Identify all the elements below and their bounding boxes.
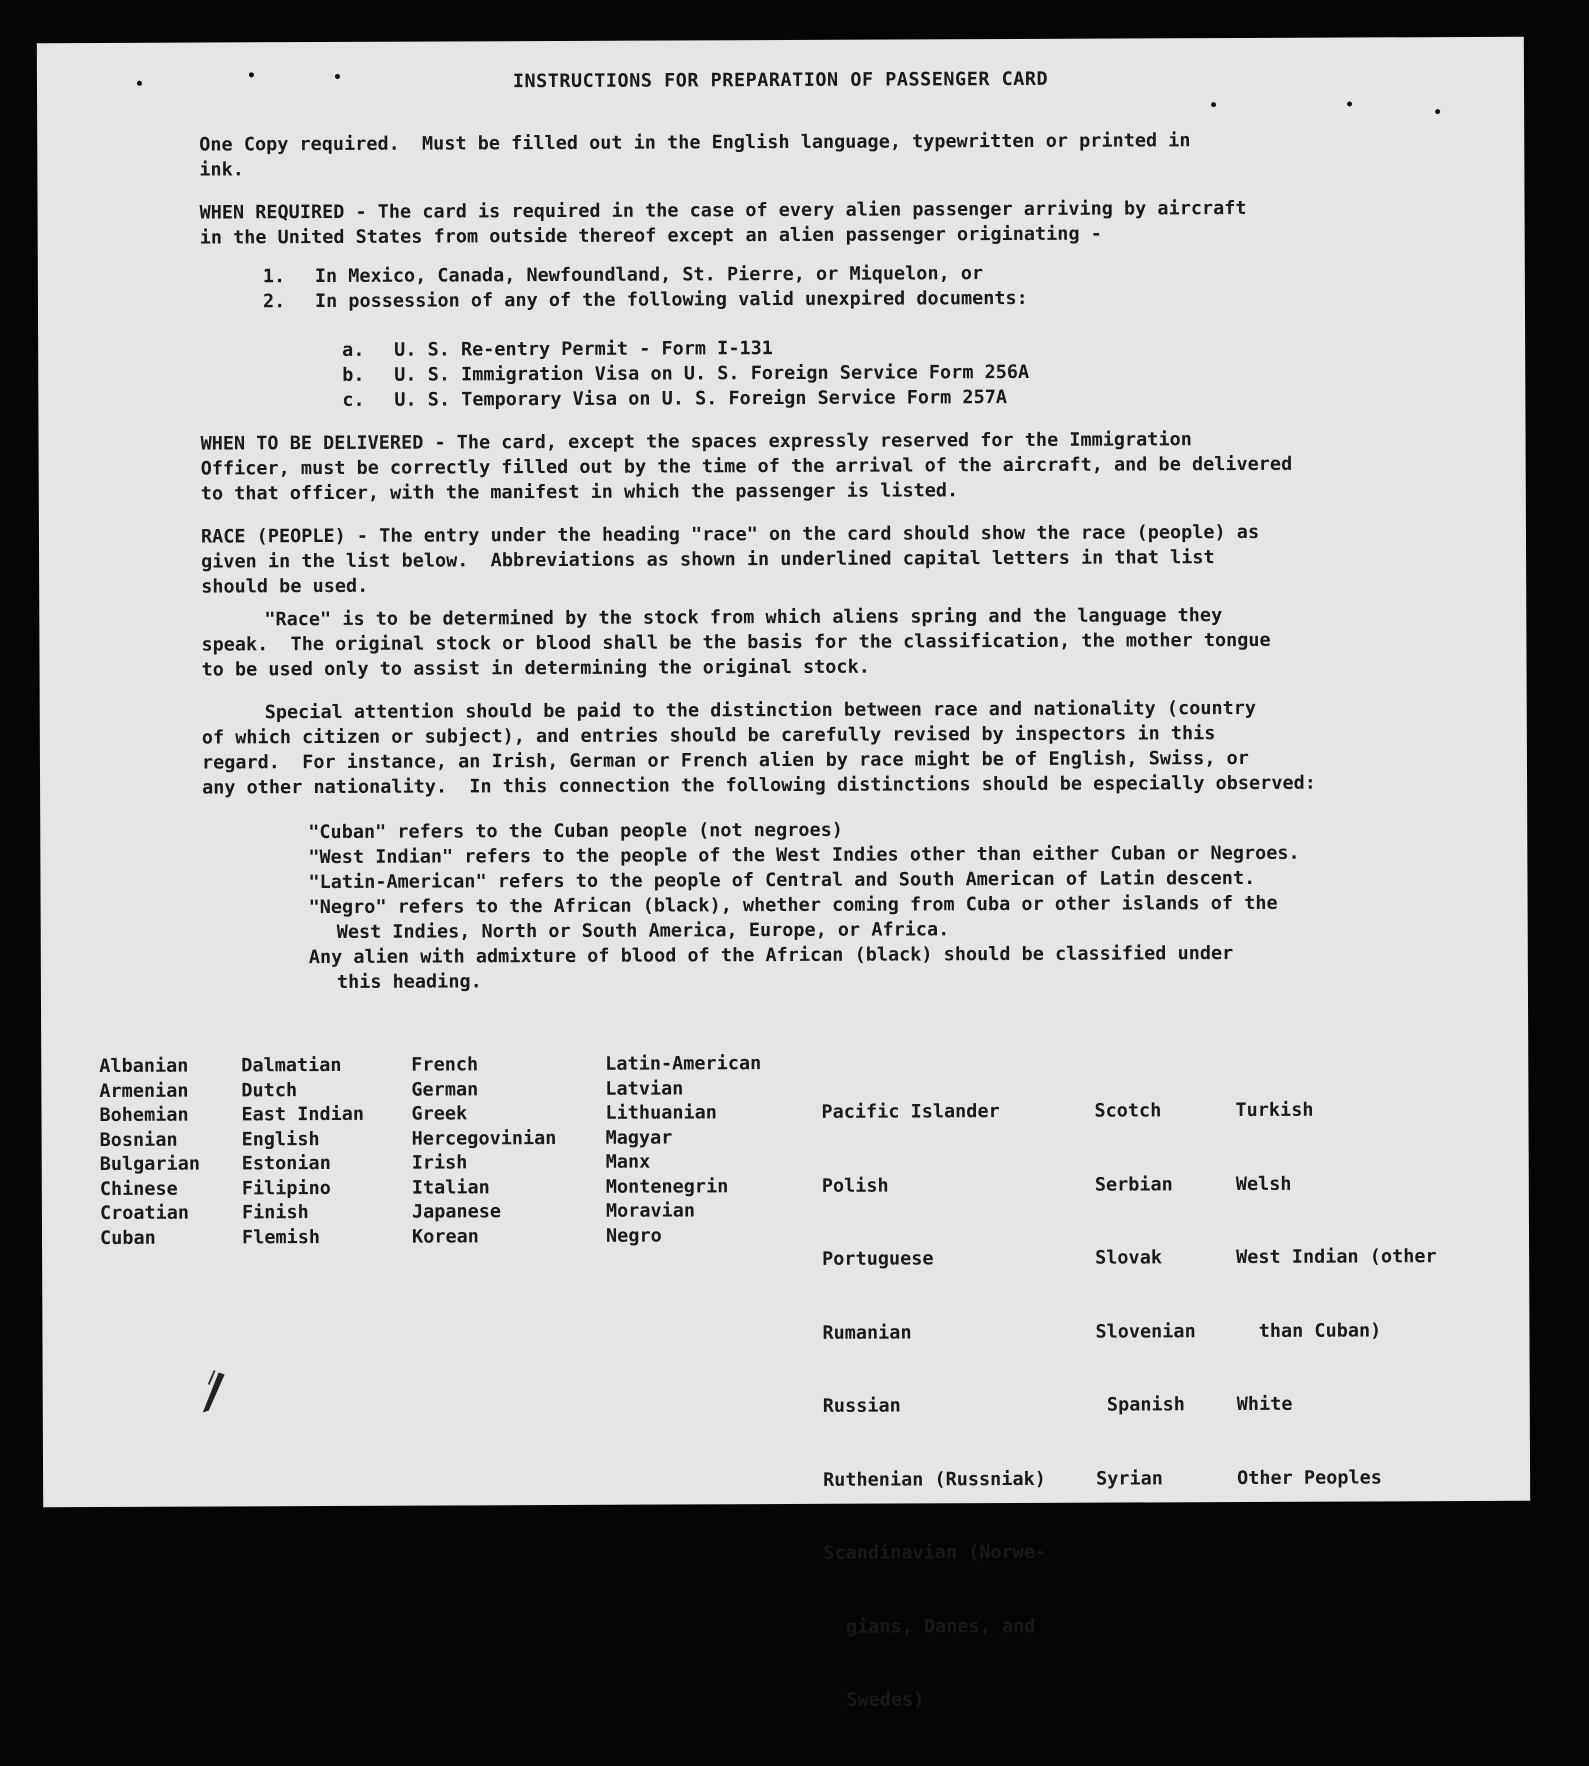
documents-list (200, 333, 1500, 414)
race-item: East Indian (241, 1103, 365, 1126)
race-item: gians, Danes, and (823, 1615, 1036, 1638)
race-item: Latvian (605, 1077, 684, 1100)
race-item: Swedes) (824, 1689, 925, 1711)
race-column-6 (1094, 1050, 1196, 1540)
race-item: Korean (411, 1225, 479, 1248)
race-item: Turkish (1235, 1099, 1314, 1122)
speck (137, 81, 142, 86)
race-item: Portuguese (822, 1248, 934, 1270)
race-item: Rumanian (822, 1321, 912, 1344)
pencil-mark (195, 1366, 235, 1416)
race-item: Negro (605, 1225, 662, 1247)
race-item: Lithuanian (605, 1102, 717, 1124)
race-item: Ruthenian (Russniak) (823, 1468, 1046, 1491)
race-item: than Cuban) (1236, 1319, 1382, 1342)
race-column-1 (99, 1055, 200, 1251)
distinctions-list (202, 815, 1503, 996)
race-item: Welsh (1235, 1173, 1292, 1195)
document-body (199, 127, 1503, 996)
race-item: Estonian (241, 1152, 331, 1175)
race-item: Italian (411, 1176, 490, 1199)
condition-item: 2. In possession of any of the following valid unexpired documents: (262, 287, 1028, 313)
race-item: Armenian (99, 1080, 189, 1102)
race-item: Greek (411, 1103, 468, 1125)
race-item: Dalmatian (241, 1054, 342, 1077)
race-item: Scotch (1094, 1100, 1162, 1122)
document-item: b. U. S. Immigration Visa on U. S. Foreign Service Form 256A (342, 361, 1030, 386)
race-item: Filipino (241, 1177, 331, 1199)
distinction-admixture-cont: this heading. (336, 971, 482, 993)
race-column-2 (241, 1054, 364, 1251)
speck (1435, 109, 1440, 114)
distinction-cuban: "Cuban" refers to the Cuban people (not negroes) (308, 819, 843, 844)
race-item: Hercegovinian (411, 1127, 557, 1150)
race-item: Japanese (411, 1201, 502, 1223)
speck (1347, 102, 1352, 107)
race-item: Latin-American (605, 1053, 762, 1075)
intro-paragraph: One Copy required. Must be filled out in the English language, typewritten or printed in ink. (199, 130, 1191, 181)
race-item: Serbian (1094, 1173, 1173, 1196)
race-item: Magyar (605, 1126, 673, 1149)
race-item: White (1236, 1393, 1293, 1416)
race-item: French (411, 1054, 479, 1076)
race-column-7 (1235, 1049, 1438, 1540)
race-item: Scandinavian (Norwe- (823, 1541, 1047, 1564)
race-item: Slovenian (1095, 1320, 1196, 1343)
distinction-negro-cont: West Indies, North or South America, Europe, or Africa. (336, 919, 950, 943)
condition-item: 1. In Mexico, Canada, Newfoundland, St. Pierre, or Miquelon, or (262, 263, 984, 288)
race-item: Croatian (99, 1202, 190, 1224)
race-item: Polish (821, 1175, 889, 1197)
race-item: Manx (605, 1151, 651, 1173)
speck (335, 74, 340, 79)
race-determined-paragraph: "Race" is to be determined by the stock from which aliens spring and the language they speak. The original stock or blood shall be the basis for the classification, the mother tongue to be used only to assist in determining the original stock. (201, 605, 1271, 681)
race-item: Spanish (1095, 1394, 1185, 1416)
race-column-5 (821, 1051, 1047, 1762)
distinction-west-indian: "West Indian" refers to the people of the West Indies other than either Cuban or Negroes. (308, 842, 1300, 869)
document-item: c. U. S. Temporary Visa on U. S. Foreign Service Form 257A (342, 387, 1008, 411)
document-title: INSTRUCTIONS FOR PREPARATION OF PASSENGER CARD (512, 68, 1049, 93)
race-item: Finish (241, 1202, 309, 1224)
race-item: Moravian (605, 1200, 696, 1222)
conditions-list (200, 259, 1500, 315)
race-item: Bohemian (99, 1104, 189, 1126)
speck (1211, 102, 1216, 107)
race-item: Pacific Islander (821, 1101, 1000, 1123)
speck (249, 72, 254, 77)
race-item: Other Peoples (1237, 1466, 1382, 1489)
race-column-3 (411, 1053, 557, 1250)
race-item: Irish (411, 1152, 468, 1174)
race-item: German (411, 1078, 479, 1101)
when-delivered-paragraph: WHEN TO BE DELIVERED - The card, except the spaces expressly reserved for the Immigration Officer, must be correctly filled out by the time of the arrival of the aircraft, and be delivered to that officer, with the manifest in which the passenger is listed. (200, 429, 1293, 505)
race-item: Russian (822, 1395, 901, 1417)
race-item: Bulgarian (99, 1153, 201, 1175)
race-item: Slovak (1095, 1247, 1162, 1269)
race-item: Chinese (99, 1178, 178, 1200)
race-item: Cuban (99, 1227, 156, 1249)
race-item: Albanian (99, 1055, 189, 1077)
document-page (37, 37, 1530, 1711)
race-column-4 (605, 1052, 762, 1249)
race-item: Montenegrin (605, 1175, 729, 1198)
race-item: Bosnian (99, 1129, 178, 1151)
race-item: Flemish (241, 1226, 321, 1248)
special-attention-paragraph: Special attention should be paid to the distinction between race and nationality (country of which citizen or subject), and entries should be carefully revised by inspectors in this regard. For instance, an Irish, German or French alien by race might be of English, Swiss, or any other nationality. In this connection the following distinctions should be especially observed: (201, 697, 1316, 799)
race-item: Dutch (241, 1079, 298, 1101)
race-item: English (241, 1128, 320, 1150)
race-item: West Indian (other (1236, 1246, 1437, 1269)
document-item: a. U. S. Re-entry Permit - Form I-131 (342, 338, 773, 361)
race-item: Syrian (1096, 1467, 1163, 1490)
when-required-paragraph: WHEN REQUIRED - The card is required in the case of every alien passenger arriving by aircraft in the United States from outside thereof except an alien passenger originating - (199, 197, 1247, 249)
distinction-latin-american: "Latin-American" refers to the people of Central and South American of Latin descent. (308, 867, 1256, 894)
distinction-negro: "Negro" refers to the African (black), whether coming from Cuba or other islands of the (308, 892, 1278, 919)
race-people-paragraph: RACE (PEOPLE) - The entry under the heading "race" on the card should show the race (people) as given in the list below. Abbreviations as shown in underlined capital letters in that list should be used. (200, 521, 1260, 598)
distinction-admixture: Any alien with admixture of blood of the African (black) should be classified under (308, 943, 1234, 969)
